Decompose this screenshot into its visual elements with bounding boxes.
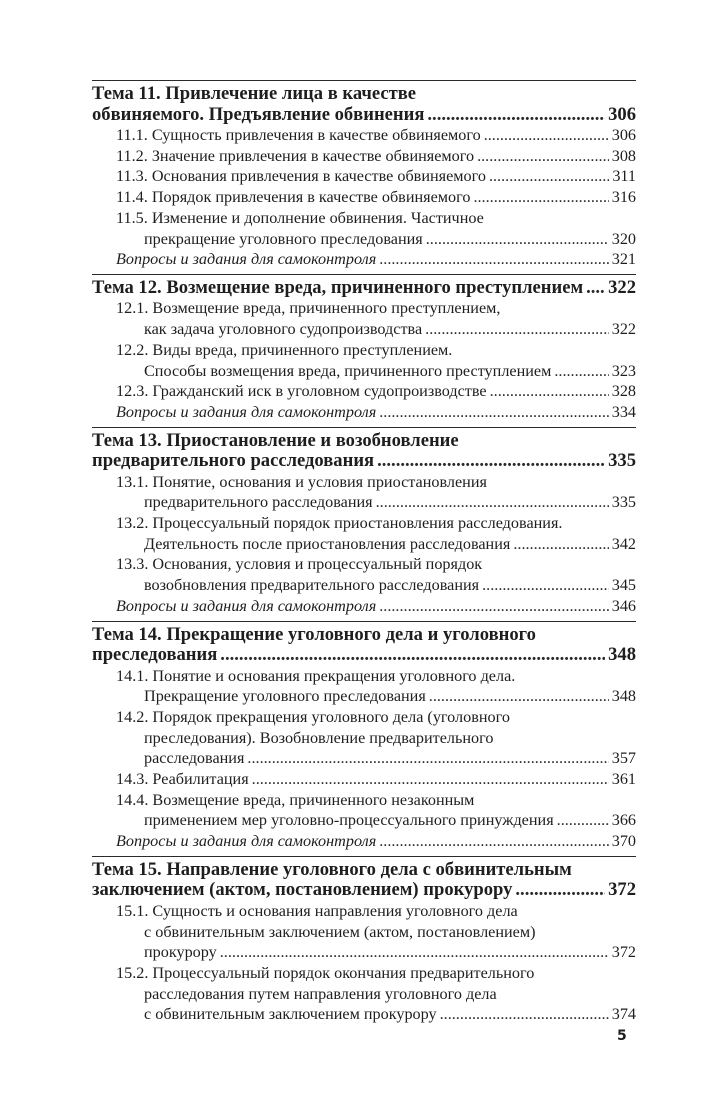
entry-line-text: Прекращение уголовного преследования [144, 687, 426, 706]
entry-line [92, 984, 636, 1005]
dot-leader [377, 451, 605, 472]
questions-line-text: Вопросы и задания для самоконтроля [116, 402, 377, 421]
entry-text: с обвинительным заключением (актом, постановлением) [144, 922, 536, 941]
toc-entry [92, 472, 636, 513]
dot-leader [425, 319, 609, 340]
entry-line-text: как задача уголовного судопроизводства [144, 320, 423, 339]
toc-topic [92, 621, 636, 852]
toc-entry [92, 298, 636, 339]
toc-topic [92, 274, 636, 423]
page-ref: 345 [611, 576, 636, 595]
page-ref: 348 [611, 687, 636, 706]
page-ref: 320 [611, 229, 636, 248]
entry-text: 14.1. Понятие и основания прекращения уголовного дела. [116, 666, 516, 685]
dot-leader [379, 249, 608, 270]
entry-line [92, 381, 636, 402]
toc-entry [92, 187, 636, 208]
page-ref: 323 [611, 361, 636, 380]
entry-line [92, 534, 636, 555]
entry-line [92, 666, 636, 687]
entry-line [92, 963, 636, 984]
entry-line-text: 12.3. Гражданский иск в уголовном судопроизводстве [116, 382, 487, 401]
entry-text: 13.2. Процессуальный порядок приостановления расследования. [116, 514, 563, 533]
entry-line-text: 11.4. Порядок привлечения в качестве обвиняемого [116, 188, 471, 207]
dot-leader [247, 748, 608, 769]
dot-leader [515, 880, 605, 901]
questions-line-text: Вопросы и задания для самоконтроля [116, 596, 377, 615]
page-ref: 366 [611, 811, 636, 830]
entry-line [92, 187, 636, 208]
toc-topic [92, 856, 636, 1025]
entry-line [92, 513, 636, 534]
page-ref: 361 [611, 770, 636, 789]
entry-line [92, 769, 636, 790]
toc-entry [92, 146, 636, 167]
entry-line-text: предварительного расследования [144, 493, 373, 512]
page-ref: 306 [611, 126, 636, 144]
topic-title-line [92, 105, 636, 126]
topic-title-line-text: обвиняемого. Предъявление обвинения [92, 103, 425, 125]
dot-leader [477, 146, 609, 167]
dot-leader [220, 942, 609, 963]
dot-leader [379, 596, 608, 617]
entry-line [92, 340, 636, 361]
dot-leader [489, 166, 609, 187]
toc-entry [92, 340, 636, 381]
entry-line-text: с обвинительным заключением прокурору [144, 1005, 437, 1024]
toc-topic [92, 427, 636, 617]
topic-title-line [92, 860, 636, 881]
toc-entry [92, 381, 636, 402]
page-ref: 316 [611, 188, 636, 207]
entry-text: 14.2. Порядок прекращения уголовного дела (уголовного [116, 707, 510, 726]
topic-title-text: Тема 14. Прекращение уголовного дела и уголовного [92, 623, 536, 645]
topic-title-line-text: предварительного расследования [92, 450, 375, 472]
page-ref: 335 [611, 493, 636, 512]
dot-leader [440, 1004, 609, 1025]
page-ref: 370 [611, 832, 636, 851]
questions-line-text: Вопросы и задания для самоконтроля [116, 832, 377, 851]
entry-line [92, 146, 636, 167]
toc-entry [92, 666, 636, 707]
entry-line [92, 208, 636, 229]
toc-entry [92, 901, 636, 963]
topic-title-line [92, 451, 636, 472]
entry-line [92, 492, 636, 513]
entry-line [92, 748, 636, 769]
entry-line [92, 922, 636, 943]
dot-leader [473, 187, 608, 208]
entry-text: 12.1. Возмещение вреда, причиненного преступлением, [116, 299, 501, 318]
entry-line-text: 11.1. Сущность привлечения в качестве обвиняемого [116, 126, 481, 144]
entry-line-text: 14.3. Реабилитация [116, 770, 249, 789]
topic-title-text: Тема 13. Приостановление и возобновление [92, 429, 459, 451]
entry-line [92, 229, 636, 250]
toc-entry [92, 707, 636, 769]
entry-line [92, 298, 636, 319]
questions-line [92, 249, 636, 270]
topic-title-line [92, 625, 636, 646]
entry-text: 13.3. Основания, условия и процессуальный порядок [116, 555, 483, 574]
page-ref: 346 [611, 596, 636, 615]
topic-title-text: Тема 11. Привлечение лица в качестве [92, 83, 417, 104]
entry-line-text: возобновления предварительного расследования [144, 576, 480, 595]
questions-line [92, 596, 636, 617]
entry-text: преследования). Возобновление предварительного [144, 728, 494, 747]
entry-text: расследования путем направления уголовного дела [144, 984, 497, 1003]
page-ref: 342 [611, 534, 636, 553]
dot-leader [252, 769, 609, 790]
topic-title-line [92, 431, 636, 452]
dot-leader [426, 229, 609, 250]
dot-leader [554, 361, 608, 382]
dot-leader [484, 125, 609, 146]
entry-text: 15.2. Процессуальный порядок окончания предварительного [116, 964, 535, 982]
page-ref: 335 [608, 450, 636, 472]
questions-line [92, 831, 636, 852]
page-ref: 322 [608, 276, 636, 298]
dot-leader [429, 686, 609, 707]
dot-leader [482, 575, 609, 596]
page-ref: 372 [608, 879, 636, 901]
page-ref: 306 [608, 103, 636, 125]
entry-line [92, 554, 636, 575]
entry-line [92, 686, 636, 707]
page-ref: 308 [611, 146, 636, 165]
page-ref: 311 [612, 167, 636, 186]
page-ref: 372 [611, 943, 636, 962]
topic-title-line [92, 278, 636, 299]
entry-line-text: Деятельность после приостановления расследования [144, 534, 511, 553]
page-ref: 322 [611, 320, 636, 339]
dot-leader [490, 381, 609, 402]
page-number: 5 [617, 1028, 627, 1044]
page-ref: 321 [611, 250, 636, 269]
topic-title-text: Тема 15. Направление уголовного дела с обвинительным [92, 858, 572, 880]
entry-line [92, 901, 636, 922]
questions-line [92, 402, 636, 423]
dot-leader [379, 402, 608, 423]
dot-leader [513, 534, 608, 555]
page-ref: 374 [611, 1005, 636, 1024]
dot-leader [220, 645, 605, 666]
entry-line [92, 472, 636, 493]
entry-line [92, 707, 636, 728]
questions-line-text: Вопросы и задания для самоконтроля [116, 250, 377, 269]
entry-line-text: 11.2. Значение привлечения в качестве обвиняемого [116, 146, 475, 165]
entry-line-text: прекращение уголовного преследования [144, 229, 423, 248]
toc-topic [92, 80, 636, 270]
entry-line-text: Способы возмещения вреда, причиненного преступлением [144, 361, 552, 380]
dot-leader [379, 831, 608, 852]
entry-text: 12.2. Виды вреда, причиненного преступлением. [116, 340, 453, 359]
entry-line [92, 361, 636, 382]
entry-line [92, 166, 636, 187]
page-ref: 348 [608, 644, 636, 666]
entry-line [92, 575, 636, 596]
topic-title-line-text: Тема 12. Возмещение вреда, причиненного преступлением [92, 276, 584, 298]
topic-title-line [92, 84, 636, 105]
entry-line-text: расследования [144, 749, 245, 768]
topic-title-line [92, 880, 636, 901]
entry-line [92, 942, 636, 963]
entry-line-text: 11.3. Основания привлечения в качестве обвиняемого [116, 167, 486, 186]
toc-entry [92, 790, 636, 831]
toc-entry [92, 166, 636, 187]
entry-text: 15.1. Сущность и основания направления уголовного дела [116, 901, 518, 920]
entry-line [92, 125, 636, 146]
topic-title-line-text: заключением (актом, постановлением) прокурору [92, 879, 513, 901]
entry-text: 13.1. Понятие, основания и условия приостановления [116, 472, 487, 491]
entry-line [92, 810, 636, 831]
toc-entry [92, 963, 636, 1025]
toc-entry [92, 125, 636, 146]
table-of-contents [92, 80, 636, 1028]
page-ref: 334 [611, 402, 636, 421]
topic-title-line [92, 645, 636, 666]
entry-line [92, 1004, 636, 1025]
dot-leader [427, 105, 605, 126]
dot-leader [586, 278, 605, 299]
entry-text: 14.4. Возмещение вреда, причиненного незаконным [116, 790, 475, 809]
page-ref: 357 [611, 749, 636, 768]
entry-line [92, 319, 636, 340]
page-ref: 328 [611, 382, 636, 401]
entry-line-text: прокурору [144, 943, 217, 962]
toc-entry [92, 769, 636, 790]
entry-line [92, 790, 636, 811]
dot-leader [376, 492, 609, 513]
toc-entry [92, 513, 636, 554]
topic-title-line-text: преследования [92, 644, 218, 666]
entry-text: 11.5. Изменение и дополнение обвинения. Частичное [116, 208, 484, 227]
entry-line-text: применением мер уголовно-процессуального принуждения [144, 811, 554, 830]
dot-leader [557, 810, 609, 831]
toc-entry [92, 554, 636, 595]
entry-line [92, 728, 636, 749]
toc-entry [92, 208, 636, 249]
